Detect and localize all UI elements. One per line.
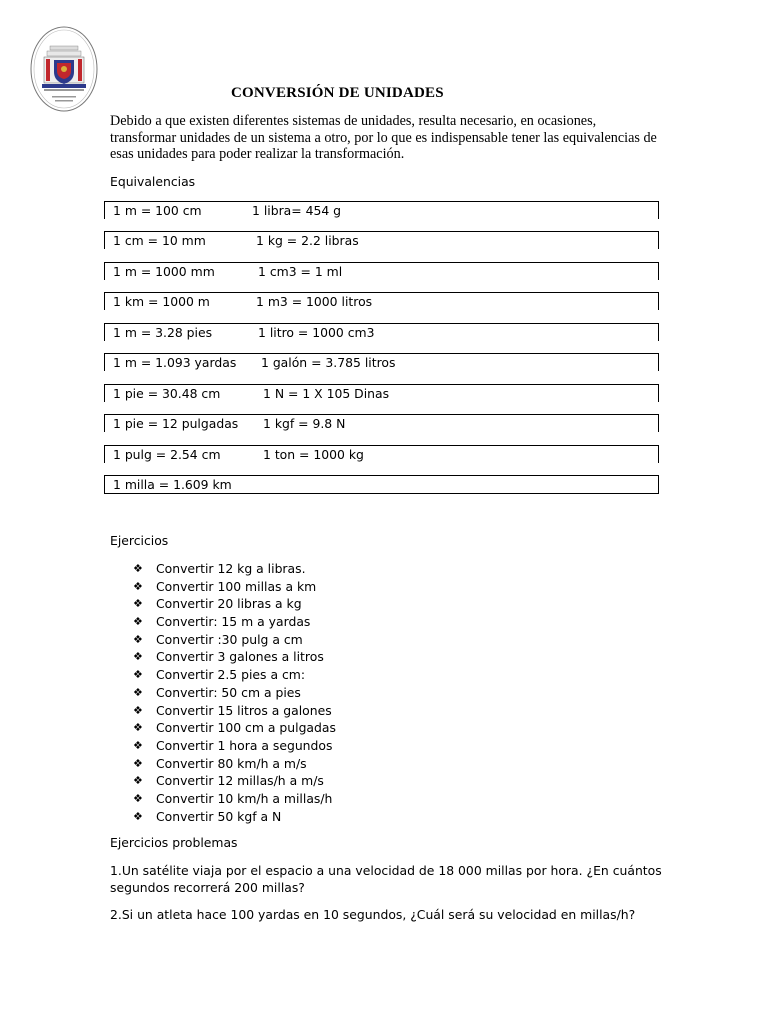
list-item [133, 684, 336, 702]
diamond-bullet-icon: ❖ [133, 685, 143, 699]
exercise-text: Convertir :30 pulg a cm [156, 631, 303, 647]
exercise-text: Convertir 20 libras a kg [156, 596, 302, 612]
equivalence-row [104, 201, 659, 219]
exercise-text: Convertir 15 litros a galones [156, 702, 332, 718]
exercise-list [133, 560, 336, 825]
equivalence-right: 1 litro = 1000 cm3 [258, 325, 375, 340]
intro-line: esas unidades para poder realizar la transformación. [110, 146, 405, 162]
problem-line: segundos recorrerá 200 millas? [110, 880, 305, 895]
exercise-text: Convertir 100 millas a km [156, 578, 317, 594]
exercise-text: Convertir 2.5 pies a cm: [156, 667, 306, 683]
list-item [133, 719, 336, 737]
list-item [133, 790, 336, 808]
equivalence-left: 1 milla = 1.609 km [113, 477, 232, 492]
exercise-text: Convertir 10 km/h a millas/h [156, 790, 333, 806]
equivalence-left: 1 m = 3.28 pies [113, 325, 213, 340]
list-item [133, 772, 336, 790]
equivalence-row [104, 445, 659, 463]
intro-line: Debido a que existen diferentes sistemas de unidades, resulta necesario, en ocasiones, [110, 113, 597, 129]
equivalence-left: 1 pulg = 2.54 cm [113, 447, 221, 462]
equivalence-right: 1 N = 1 X 105 Dinas [263, 386, 390, 401]
diamond-bullet-icon: ❖ [133, 632, 143, 646]
exercise-text: Convertir 3 galones a litros [156, 649, 324, 665]
list-item [133, 560, 336, 578]
equivalence-right: 1 cm3 = 1 ml [258, 264, 343, 279]
equivalencias-label: Equivalencias [110, 174, 196, 189]
diamond-bullet-icon: ❖ [133, 774, 143, 788]
diamond-bullet-icon: ❖ [133, 791, 143, 805]
diamond-bullet-icon: ❖ [133, 668, 143, 682]
problem-line: 2.Si un atleta hace 100 yardas en 10 segundos, ¿Cuál será su velocidad en millas/h? [110, 907, 636, 922]
exercise-text: Convertir: 50 cm a pies [156, 684, 301, 700]
exercise-text: Convertir 80 km/h a m/s [156, 755, 307, 771]
diamond-bullet-icon: ❖ [133, 703, 143, 717]
equivalence-row [104, 262, 659, 280]
equivalence-row [104, 475, 659, 494]
equivalence-right: 1 libra= 454 g [252, 203, 342, 218]
diamond-bullet-icon: ❖ [133, 562, 143, 575]
document-title: CONVERSIÓN DE UNIDADES [231, 85, 444, 101]
list-item [133, 666, 336, 684]
exercise-text: Convertir: 15 m a yardas [156, 614, 311, 630]
equivalence-left: 1 m = 1000 mm [113, 264, 215, 279]
equivalence-left: 1 m = 1.093 yardas [113, 355, 237, 370]
exercise-text: Convertir 12 millas/h a m/s [156, 773, 324, 789]
list-item [133, 631, 336, 649]
equivalence-left: 1 km = 1000 m [113, 294, 210, 309]
equivalence-left: 1 cm = 10 mm [113, 233, 206, 248]
list-item [133, 755, 336, 773]
equivalence-right: 1 kg = 2.2 libras [256, 233, 359, 248]
diamond-bullet-icon: ❖ [133, 615, 143, 629]
list-item [133, 808, 336, 826]
problem-line: 1.Un satélite viaja por el espacio a una velocidad de 18 000 millas por hora. ¿En cuántos [110, 863, 662, 878]
equivalence-row [104, 292, 659, 310]
diamond-bullet-icon: ❖ [133, 756, 143, 770]
equivalence-left: 1 pie = 12 pulgadas [113, 416, 239, 431]
diamond-bullet-icon: ❖ [133, 597, 143, 611]
equivalence-row [104, 231, 659, 249]
equivalence-row [104, 353, 659, 371]
equivalence-right: 1 galón = 3.785 litros [261, 355, 396, 370]
equivalence-row [104, 414, 659, 432]
school-crest-logo [30, 26, 98, 112]
list-item [133, 595, 336, 613]
list-item [133, 648, 336, 666]
problem-item [110, 906, 650, 923]
ejercicios-label: Ejercicios [110, 533, 169, 548]
list-item [133, 737, 336, 755]
equivalence-right: 1 m3 = 1000 litros [256, 294, 373, 309]
list-item [133, 702, 336, 720]
equivalence-right: 1 ton = 1000 kg [263, 447, 364, 462]
exercise-text: Convertir 50 kgf a N [156, 808, 282, 824]
diamond-bullet-icon: ❖ [133, 721, 143, 735]
equivalence-left: 1 pie = 30.48 cm [113, 386, 221, 401]
problem-item [110, 862, 662, 896]
diamond-bullet-icon: ❖ [133, 579, 143, 593]
equivalence-left: 1 m = 100 cm [113, 203, 202, 218]
diamond-bullet-icon: ❖ [133, 650, 143, 664]
exercise-text: Convertir 100 cm a pulgadas [156, 720, 336, 736]
list-item [133, 578, 336, 596]
equivalence-row [104, 384, 659, 402]
equivalence-right: 1 kgf = 9.8 N [263, 416, 346, 431]
problemas-label: Ejercicios problemas [110, 835, 238, 850]
list-item [133, 613, 336, 631]
diamond-bullet-icon: ❖ [133, 809, 143, 823]
equivalence-row [104, 323, 659, 341]
exercise-text: Convertir 12 kg a libras. [156, 561, 306, 576]
exercise-text: Convertir 1 hora a segundos [156, 737, 333, 753]
intro-paragraph [110, 113, 670, 163]
intro-line: transformar unidades de un sistema a otro, por lo que es indispensable tener las equivalencias de [110, 129, 657, 146]
diamond-bullet-icon: ❖ [133, 738, 143, 752]
